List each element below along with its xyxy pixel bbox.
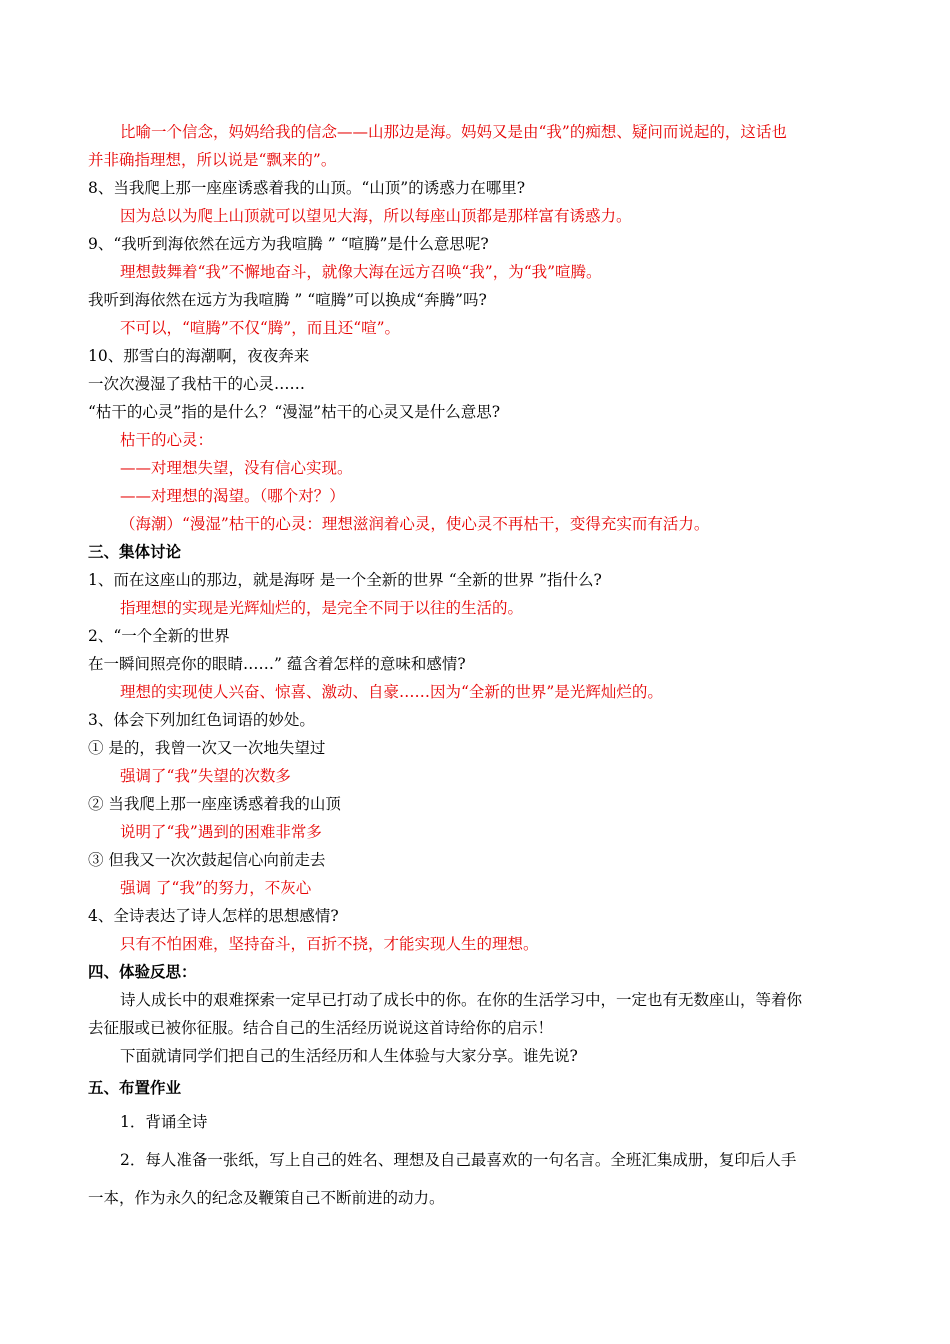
answer-text: ——对理想失望，没有信心实现。	[120, 459, 353, 477]
homework-item: 2．每人准备一张纸，写上自己的姓名、理想及自己最喜欢的一句名言。全班汇集成册，复印后人手	[120, 1151, 797, 1169]
answer-text: （海潮）“漫湿”枯干的心灵：理想滋润着心灵，使心灵不再枯干，变得充实而有活力。	[120, 515, 710, 533]
section-heading: 五、布置作业	[88, 1079, 182, 1097]
question-text: 4、全诗表达了诗人怎样的思想感情?	[88, 907, 339, 925]
question-text: “枯干的心灵”指的是什么？“漫湿”枯干的心灵又是什么意思?	[88, 403, 501, 421]
answer-text: 强调了“我”失望的次数多	[120, 767, 291, 785]
question-text: 9、“我听到海依然在远方为我喧腾 ” “喧腾”是什么意思呢?	[88, 235, 489, 253]
answer-text: 因为总以为爬上山顶就可以望见大海，所以每座山顶都是那样富有诱惑力。	[120, 207, 632, 225]
answer-text: 只有不怕困难，坚持奋斗，百折不挠，才能实现人生的理想。	[120, 935, 539, 953]
question-text: 3、体会下列加红色词语的妙处。	[88, 711, 315, 729]
section-heading: 三、集体讨论	[88, 543, 182, 561]
question-text: 2、“一个全新的世界	[88, 627, 230, 645]
question-text: ③ 但我又一次次鼓起信心向前走去	[88, 851, 326, 869]
answer-text: 理想鼓舞着“我”不懈地奋斗，就像大海在远方召唤“我”，为“我”喧腾。	[120, 263, 602, 281]
answer-text: ——对理想的渴望。（哪个对？）	[120, 487, 345, 505]
question-text: ① 是的，我曾一次又一次地失望过	[88, 739, 326, 757]
answer-text: 说明了“我”遇到的困难非常多	[120, 823, 322, 841]
answer-text: 比喻一个信念，妈妈给我的信念——山那边是海。妈妈又是由“我”的痴想、疑问而说起的，这话也	[120, 123, 787, 141]
question-text: ② 当我爬上那一座座诱惑着我的山顶	[88, 795, 341, 813]
answer-text: 并非确指理想，所以说是“飘来的”。	[88, 151, 337, 169]
answer-text: 不可以，“喧腾”不仅“腾”，而且还“喧”。	[120, 319, 401, 337]
answer-text: 指理想的实现是光辉灿烂的，是完全不同于以往的生活的。	[120, 599, 524, 617]
homework-item: 1．背诵全诗	[120, 1113, 208, 1131]
question-text: 8、当我爬上那一座座诱惑着我的山顶。“山顶”的诱惑力在哪里?	[88, 179, 526, 197]
question-text: 我听到海依然在远方为我喧腾 ” “喧腾”可以换成“奔腾”吗?	[88, 291, 487, 309]
question-text: 10、那雪白的海潮啊，夜夜奔来	[88, 347, 310, 365]
paragraph-text: 去征服或已被你征服。结合自己的生活经历说说这首诗给你的启示！	[88, 1019, 554, 1037]
answer-text: 枯干的心灵：	[120, 431, 214, 449]
paragraph-text: 下面就请同学们把自己的生活经历和人生体验与大家分享。谁先说?	[120, 1047, 578, 1065]
section-heading: 四、体验反思：	[88, 963, 197, 981]
paragraph-text: 诗人成长中的艰难探索一定早已打动了成长中的你。在你的生活学习中，一定也有无数座山，等着你	[120, 991, 803, 1009]
question-text: 一次次漫湿了我枯干的心灵……	[88, 375, 306, 393]
question-text: 1、而在这座山的那边，就是海呀 是一个全新的世界 “全新的世界 ”指什么?	[88, 571, 602, 589]
answer-text: 强调 了“我”的努力，不灰心	[120, 879, 312, 897]
answer-text: 理想的实现使人兴奋、惊喜、激动、自豪……因为“全新的世界”是光辉灿烂的。	[120, 683, 663, 701]
homework-item: 一本，作为永久的纪念及鞭策自己不断前进的动力。	[88, 1189, 445, 1207]
question-text: 在一瞬间照亮你的眼睛……” 蕴含着怎样的意味和感情?	[88, 655, 466, 673]
